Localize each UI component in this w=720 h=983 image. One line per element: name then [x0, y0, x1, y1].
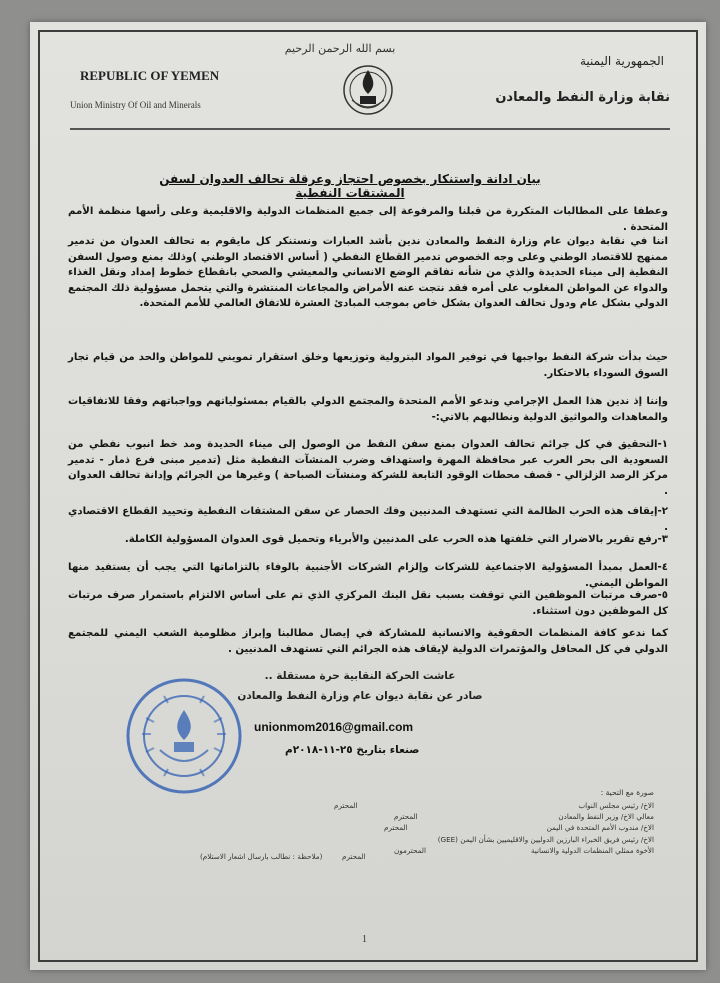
- document-page: [30, 22, 706, 970]
- page-number: 1: [362, 934, 367, 945]
- header-divider: [70, 128, 670, 130]
- paragraph-condemnation: اننا في نقابة ديوان عام وزارة النفط والمعادن ندين بأشد العبارات ونستنكر كل مايقوم به تحالف العدوان من تدمير ممنهج للاقتصاد الوطني وعلى وجه الخصوص تدمير القطاع النفطي ( أساس الاقتصاد الوطني )وذلك بمنع وصول السفن النفطية إلى ميناء الحديدة والذي من شأنه تفاقم الوضع الانساني والمعيشي والصحي بانقطاع خطوط إمداد ونقل الغذاء والدواء عن المواطن المغلوب على أمره فقد نتجت عنه الأمراض والمجاعات المنتشرة والتي يتحمل مسؤولية ذلك المجتمع الدولي بشكل عام ودول تحالف العدوان بشكل خاص بموجب المبادئ العشرة للاتفاق العالمي للأمم المتحدة.: [68, 236, 668, 309]
- receipt-note: (ملاحظة : نطالب بارسال اشعار الاستلام): [200, 852, 323, 861]
- ministry-logo-icon: [330, 60, 406, 120]
- cc-recipient: الاخ/ رئيس فريق الخبراء البارزين الدوليين والاقليميين بشأن اليمن (GEE): [437, 835, 654, 844]
- official-stamp-icon: [124, 676, 244, 796]
- cc-recipient: معالي الاخ/ وزير النفط والمعادن: [558, 812, 654, 821]
- cc-heading: صورة مع التحية :: [600, 788, 654, 797]
- cc-recipient: الاخ/ رئيس مجلس النواب: [578, 801, 654, 810]
- cc-honorific: المحترم: [334, 801, 358, 810]
- paragraph-intro: وعطفا على المطالبات المتكررة من قبلنا والمرفوعة إلى جميع المنظمات الدولية والاقليمية وعلى رأسها منظمة الأمم المتحدة .: [68, 206, 668, 233]
- cc-honorific: المحترم: [394, 812, 418, 821]
- country-name-en: REPUBLIC OF YEMEN: [80, 68, 220, 83]
- ministry-name-en: Union Ministry Of Oil and Minerals: [70, 100, 201, 110]
- demand-item-4: ٤-العمل بمبدأ المسؤولية الاجتماعية للشركات وإلزام الشركات الأجنبية بالوفاء بالتزاماتها التي يجب أن يستفيد منها المواطن اليمني.: [68, 562, 668, 589]
- issue-date: صنعاء بتاريخ ٢٥-١١-٢٠١٨م: [285, 744, 420, 756]
- ministry-name-ar: نقابة وزارة النفط والمعادن: [495, 90, 670, 105]
- country-name-ar: الجمهورية اليمنية: [579, 54, 664, 68]
- basmala: بسم الله الرحمن الرحيم: [284, 42, 396, 55]
- cc-honorific: المحترمون: [394, 846, 426, 855]
- paragraph-demands-intro: وإننا إذ ندين هذا العمل الإجرامي وندعو الأمم المتحدة والمجتمع الدولي بالقيام بمسئولياتهم وواجباتهم وفقا للاتفاقيات والمعاهدات والمواثيق الدولية ونطالبهم بالاتي:-: [68, 396, 668, 423]
- cc-recipient: الأخوة ممثلي المنظمات الدولية والانسانية: [530, 846, 654, 855]
- cc-recipient: الاخ/ مندوب الأمم المتحدة في اليمن: [546, 823, 654, 832]
- demand-item-5: ٥-صرف مرتبات الموظفين التي توقفت بسبب نقل البنك المركزي الذي تم على أساس الالتزام باستمرار صرف مرتبات كل الموظفين دون استثناء.: [68, 590, 668, 617]
- paragraph-call-to-orgs: كما ندعو كافة المنظمات الحقوقية والانسانية للمشاركة في إيصال مطالبنا وإبراز مظلومية الشعب اليمني للمجتمع الدولي في كل المحافل والمؤتمرات الدولية لإيقاف هذه الجرائم التي تستهدف المدنيين .: [68, 628, 668, 655]
- paragraph-oil-company: حيث بدأت شركة النفط بواجبها في توفير المواد البترولية وتوزيعها وخلق استقرار تمويني للمواطن والحد من قيام تجار السوق السوداء بالاحتكار.: [68, 352, 668, 379]
- closing-slogan: عاشت الحركة النقابية حرة مستقلة ..: [264, 670, 456, 682]
- demand-item-2: ٢-إيقاف هذه الحرب الظالمة التي تستهدف المدنيين وفك الحصار عن سفن المشتقات النفطية وتحييد القطاع الاقتصادي .: [68, 506, 668, 533]
- contact-email: unionmom2016@gmail.com: [254, 720, 414, 734]
- demand-item-3: ٣-رفع تقرير بالاضرار التي خلفتها هذه الحرب على المدنيين والأبرياء وتحميل قوى العدوان المسؤولية الكاملة.: [124, 534, 668, 545]
- cc-honorific: المحترم: [342, 852, 366, 861]
- document-title: بيان ادانة واستنكار بخصوص احتجاز وعرقلة تحالف العدوان لسفن المشتقات النفطية: [159, 172, 541, 200]
- issuer-line: صادر عن نقابة ديوان عام وزارة النفط والمعادن: [237, 690, 483, 702]
- demand-item-1: ١-التحقيق في كل جرائم تحالف العدوان بمنع سفن النفط من الوصول إلى ميناء الحديدة ومد خط انبوب نفطي من السعودية الى بحر العرب عبر محافظة المهرة واستهداف وضرب المنشآت النفطية مثل (تدمير مبنى فرع ذمار - تدمير مركز الرصد الزلزالي - قصف محطات الوقود التابعة للشركة ومنشآت الصباحة ) وغيرها من الجرائم وإدانة تحالف العدوان .: [68, 439, 668, 497]
- cc-honorific: المحترم: [384, 823, 408, 832]
